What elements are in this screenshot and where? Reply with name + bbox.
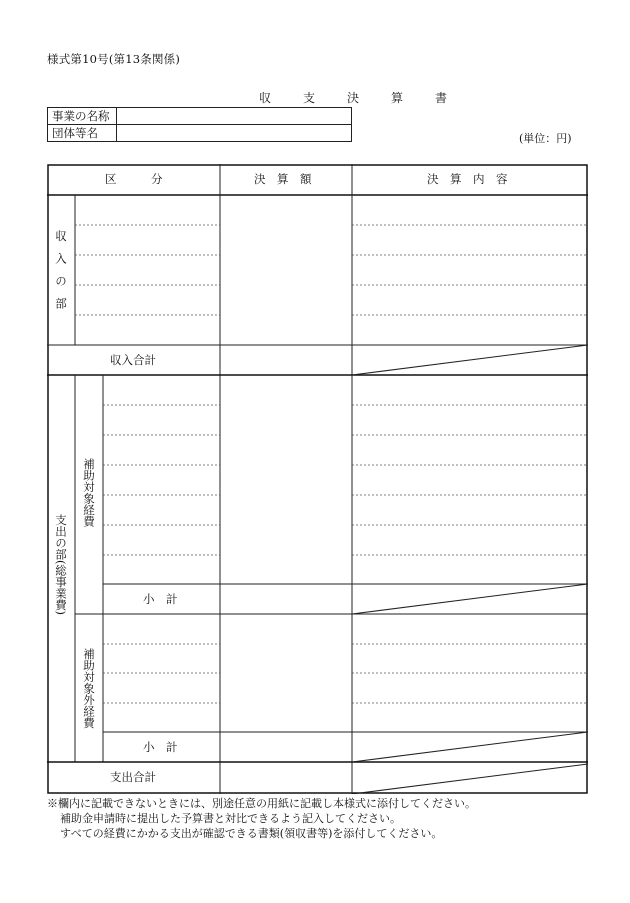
info-table: [47, 107, 352, 142]
info-row-organization-name: [48, 125, 352, 142]
project-name-label: 事業の名称: [48, 108, 117, 125]
settlement-table: [47, 164, 588, 794]
unit-label: (単位：円): [519, 132, 572, 145]
expense-section-label: 支出の部(総事業費): [54, 514, 68, 615]
organization-name-label: 団体等名: [48, 125, 117, 142]
income-total-label: 収入合計: [110, 353, 156, 367]
header-amount: 決 算 額: [254, 172, 312, 186]
expense-total-label: 支出合計: [110, 770, 156, 784]
expense-total-diagonal: [352, 764, 588, 794]
note-line: ※欄内に記載できないときには、別途任意の用紙に記載し本様式に添付してください。: [47, 797, 476, 810]
header-category: 区 分: [105, 172, 163, 186]
non-subsidized-label: 補助対象外経費: [82, 648, 96, 729]
note-line: 補助金申請時に提出した予算書と対比できるよう記入してください。: [60, 812, 401, 825]
table-border: [48, 165, 587, 793]
info-row-project-name: [48, 108, 352, 125]
header-details: 決 算 内 容: [427, 172, 508, 186]
subsidized-subtotal-diagonal: [352, 584, 588, 614]
project-name-field[interactable]: [117, 108, 352, 125]
income-total-diagonal: [352, 345, 588, 375]
organization-name-field[interactable]: [117, 125, 352, 142]
note-line: すべての経費にかかる支出が確認できる書類(領収書等)を添付してください。: [60, 827, 443, 840]
non-subsidized-subtotal-label: 小 計: [143, 740, 178, 754]
table-grid: [47, 164, 588, 794]
non-subsidized-subtotal-diagonal: [352, 732, 588, 762]
document-title: 収 支 決 算 書: [259, 91, 458, 105]
notes: [47, 796, 476, 841]
income-section-label: 収入の部: [54, 230, 68, 320]
subsidized-subtotal-label: 小 計: [143, 592, 178, 606]
subsidized-label: 補助対象経費: [82, 458, 96, 527]
form-code: 様式第10号(第13条関係): [47, 52, 181, 66]
